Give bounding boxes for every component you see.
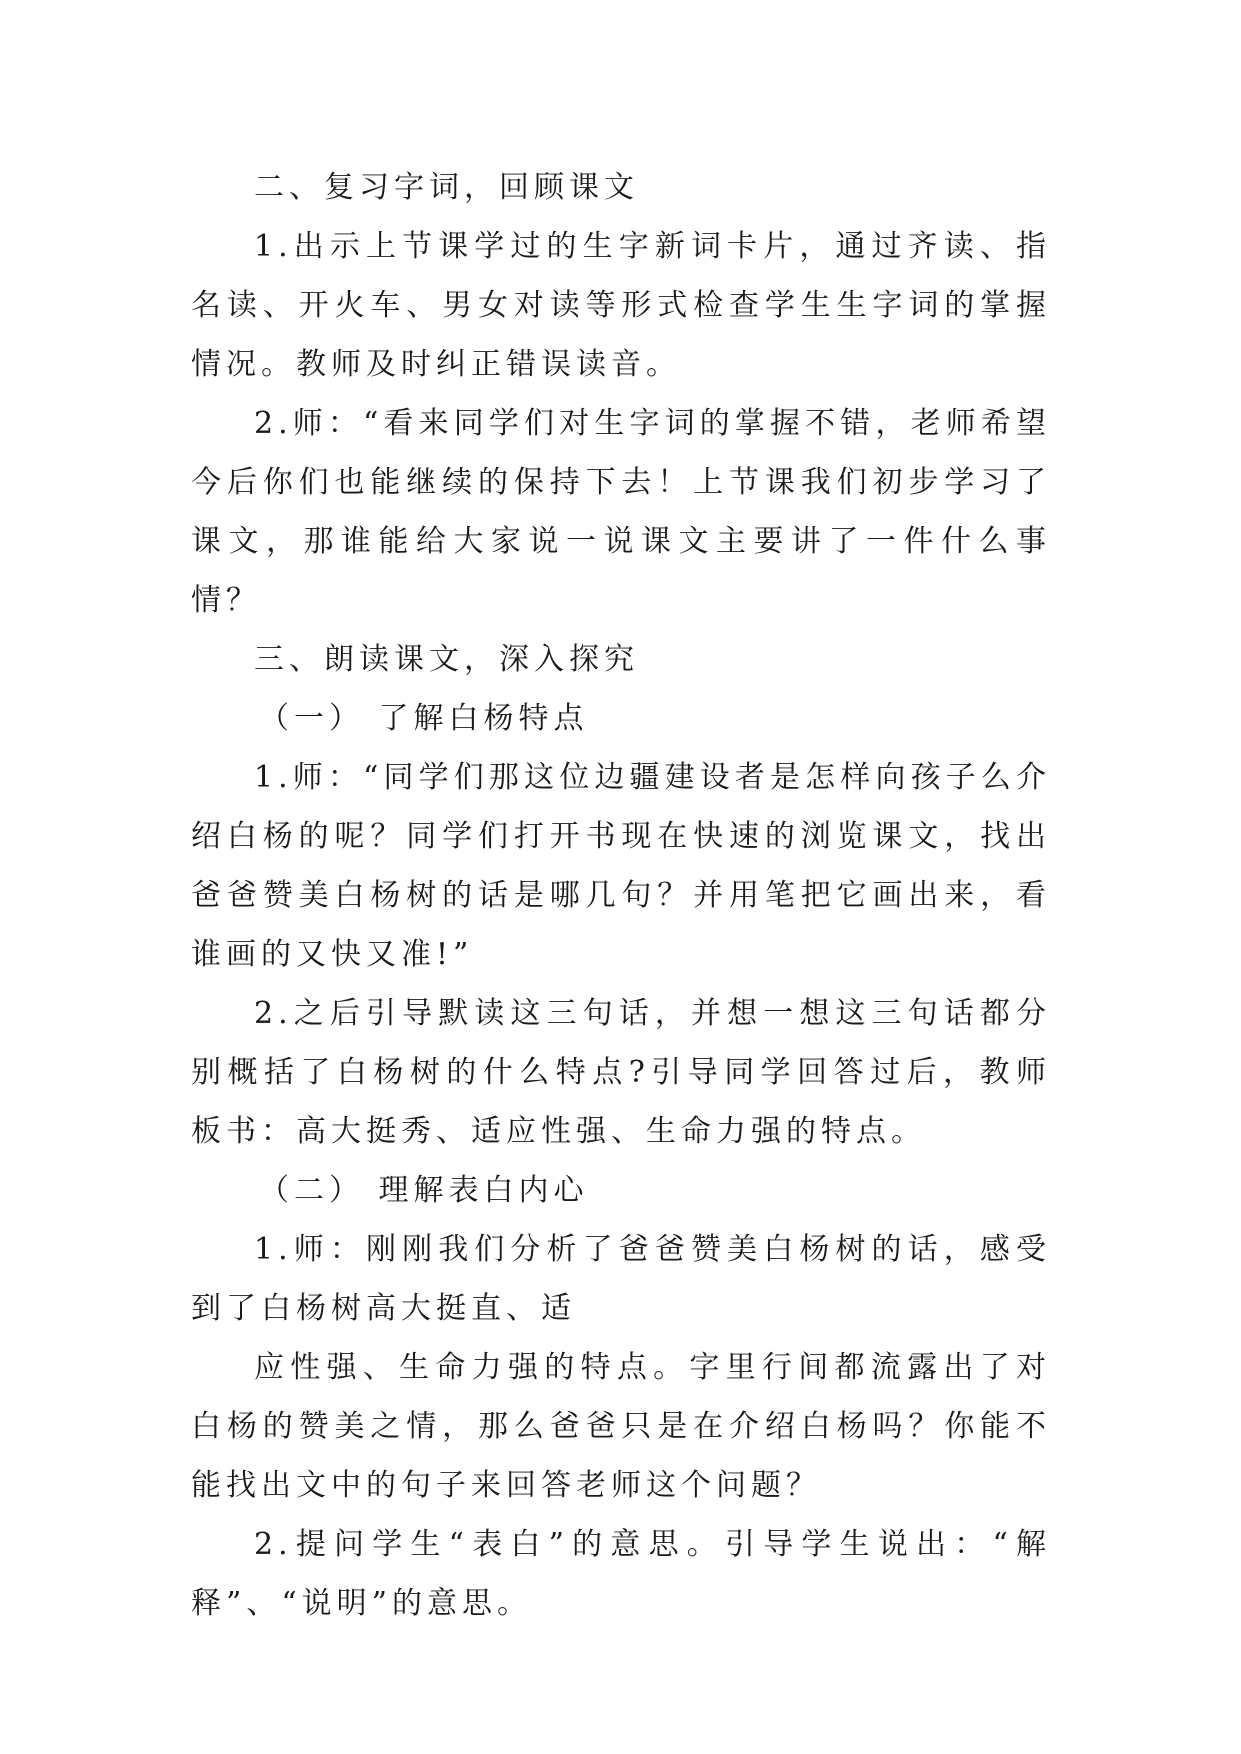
section-heading-review: 二、复习字词，回顾课文 [254, 170, 639, 205]
paragraph: 1.师：“同学们那这位边疆建设者是怎样向孩子么介绍白杨的呢？同学们打开书现在快速的浏览课文，找出爸爸赞美白杨树的话是哪几句？并用笔把它画出来，看谁画的又快又准!” [191, 760, 1051, 972]
subheading-inner-expression: （二） 理解表白内心 [259, 1173, 589, 1208]
section-heading-reading: 三、朗读课文，深入探究 [254, 642, 639, 677]
paragraph: 2.提问学生“表白”的意思。引导学生说出：“解释”、“说明”的意思。 [191, 1527, 1051, 1621]
paragraph: 2.之后引导默读这三句话，并想一想这三句话都分别概括了白杨树的什么特点?引导同学回答过后，教师板书：高大挺秀、适应性强、生命力强的特点。 [191, 996, 1051, 1149]
paragraph: 2.师：“看来同学们对生字词的掌握不错，老师希望今后你们也能继续的保持下去！上节课我们初步学习了课文，那谁能给大家说一说课文主要讲了一件什么事情？ [191, 406, 1051, 618]
paragraph: 1.出示上节课学过的生字新词卡片，通过齐读、指名读、开火车、男女对读等形式检查学生生字词的掌握情况。教师及时纠正错误读音。 [191, 229, 1051, 382]
paragraph: 1.师：刚刚我们分析了爸爸赞美白杨树的话，感受到了白杨树高大挺直、适 [191, 1232, 1051, 1326]
paragraph: 应性强、生命力强的特点。字里行间都流露出了对白杨的赞美之情，那么爸爸只是在介绍白杨吗？你能不能找出文中的句子来回答老师这个问题？ [191, 1350, 1051, 1503]
document-body [191, 158, 1051, 1633]
subheading-poplar-features: （一） 了解白杨特点 [259, 701, 589, 736]
